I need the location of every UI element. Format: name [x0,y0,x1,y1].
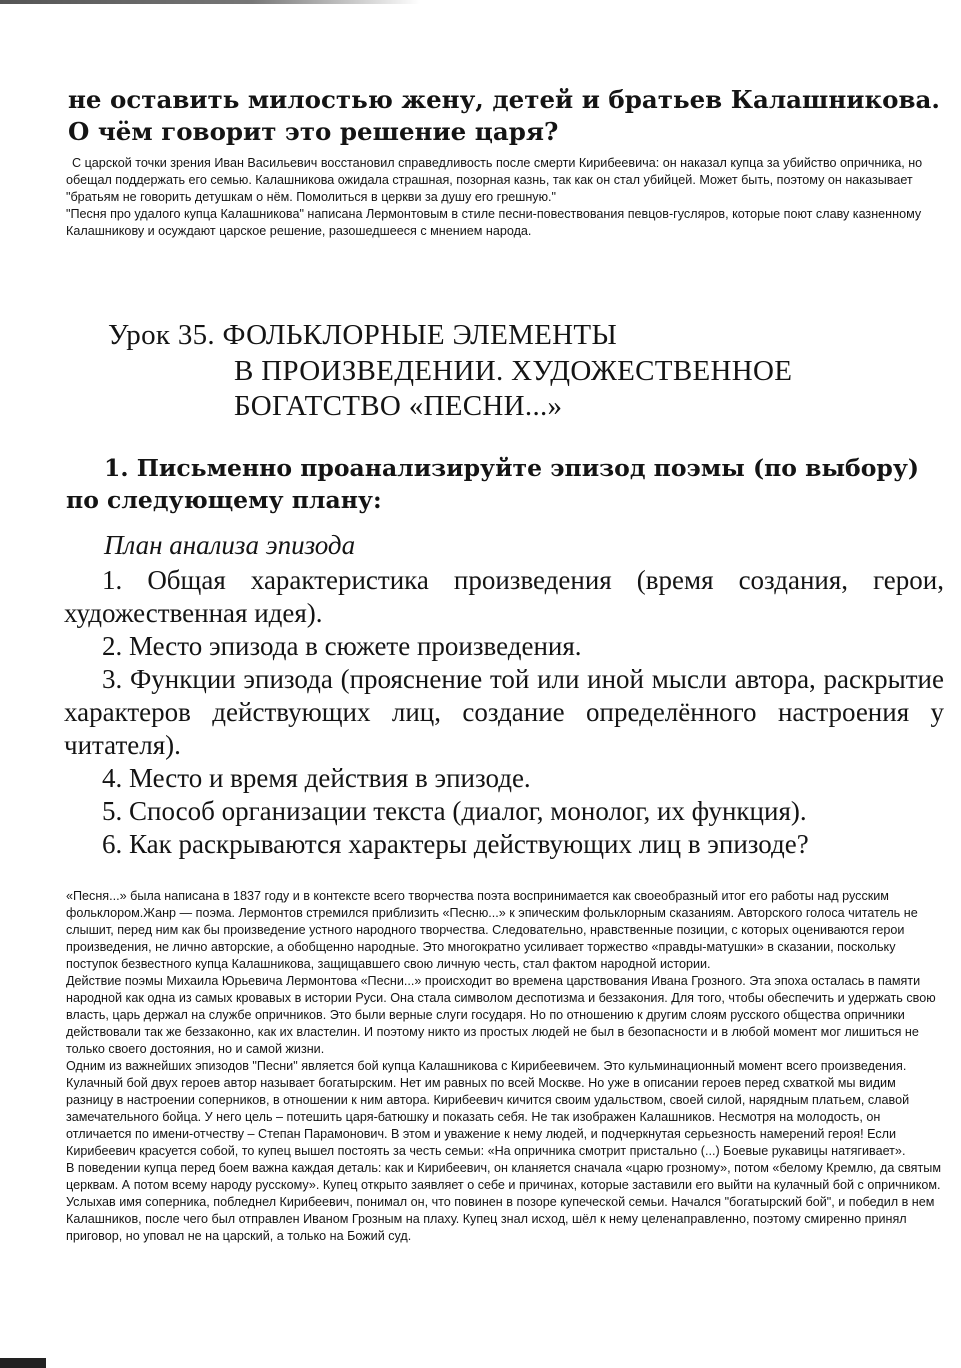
plan-item: 5. Способ организации текста (диалог, монолог, их функция). [102,796,807,826]
lesson-title-line: В ПРОИЗВЕДЕНИИ. ХУДОЖЕСТВЕННОЕ [234,354,793,387]
plan-list [64,564,944,861]
lesson-title-line: Урок 35. ФОЛЬКЛОРНЫЕ ЭЛЕМЕНТЫ [108,319,618,351]
task-statement: 1. Письменно проанализируйте эпизод поэмы (по выбору) по следующему плану: [66,454,919,514]
plan-item: 1. Общая характеристика произведения (время создания, герои, художественная идея). [64,565,944,628]
answer-block-2 [66,888,946,1245]
previous-question: не оставить милостью жену, детей и братьев Калашникова. О чём говорит это решение царя? [68,85,940,146]
answer-2-paragraph: Действие поэмы Михаила Юрьевича Лермонтова «Песни...» происходит во времена царствования Ивана Грозного. Эта эпоха осталась в памяти народной как одна из самых кровавых в истории Руси. Она стала символом деспотизма и беззакония. Для того, чтобы обеспечить и удержать свою власть, царь держал на службе опричников. Это были верные слуги государя. Но по отношению к другим слоям русского общества опричники действовали так же беззаконно, как их властелин. И поэтому никто из простых людей не был в безопасности и в любой момент мог лишиться не только своего достояния, но и самой жизни. [66,974,936,1056]
plan-item: 6. Как раскрываются характеры действующих лиц в эпизоде? [102,829,809,859]
answer-2-paragraph: Одним из важнейших эпизодов "Песни" является бой купца Калашникова с Кирибеевичем. Это кульминационный момент всего произведения. Кулачный бой двух героев автор называет богатырским. Нет им равных по всей Москве. Но уже в описании героев перед схваткой мы видим разницу в настроении соперников, в отношении к ним автора. Кирибеевич кичится своим удальством, своей силой, нарядным платьем, славой замечательного бойца. У него цель – потешить царя-батюшку и показать себя. Не так изображен Калашников. Несмотря на молодость, он отличается по имени-отчеству – Степан Парамонович. В этом и уважение к нему людей, и подчеркнутая серьезность намерений героя! Если Кирибеевич красуется собой, то купец вышел постоять за честь семьи: «На опричника смотрит пристально (...) Боевые рукавицы натягивает». [66,1059,910,1158]
answer-1-paragraph: С царской точки зрения Иван Васильевич восстановил справедливость после смерти Кирибеевича: он наказал купца за убийство опричника, но обещал поддержать его семью. Калашникова ожидала страшная, позорная казнь, так как он стал убийцей. Может быть, поэтому он наказывает "братьям не говорить детушкам о нём. Помолиться в церкви за душу его грешную." [66,156,923,204]
plan-item: 3. Функции эпизода (прояснение той или иной мысли автора, раскрытие характеров действующих лиц, создание определённого настроения у читателя). [64,664,944,760]
lesson-title-line: БОГАТСТВО «ПЕСНИ...» [234,390,563,422]
answer-2-paragraph: В поведении купца перед боем важна каждая деталь: как и Кирибеевич, он кланяется сначала «царю грозному», потом «белому Кремлю, да святым церквам. А потом всему народу русскому». Купец открыто заявляет о себе и причинах, которые заставили его выйти на кулачный бой с опричником. Услыхав имя соперника, побледнел Кирибеевич, понимал он, что повинен в позоре купеческой семьи. Начался "богатырский бой", и победил в нем Калашников, после чего был отправлен Иваном Грозным на плаху. Купец знал исход, шёл к нему целенаправленно, поэтому смиренно принял приговор, но уповал не на царский, а только на Божий суд. [66,1161,941,1243]
scan-edge-mark [0,0,420,4]
answer-1-paragraph: "Песня про удалого купца Калашникова" написана Лермонтовым в стиле песни-повествования певцов-гусляров, которые поют славу казненному Калашникову и осуждают царское решение, разошедшееся с мнением народа. [66,207,922,238]
answer-2-paragraph: «Песня...» была написана в 1837 году и в контексте всего творчества поэта воспринимается как своеобразный итог его работы над русским фольклором.Жанр — поэма. Лермонтов стремился приблизить «Песню...» к эпическим фольклорным сказаниям. Авторского голоса читатель не слышит, перед ним как бы произведение устного народного творчества. Следовательно, нравственные позиции, с которых оцениваются герои произведения, не лично авторские, а обобщенно народные. Это многократно усиливает торжество «правды-матушки» в сказании, поскольку поступок безвестного купца Калашникова, защищавшего свою личную честь, стал фактом народной истории. [66,889,918,971]
scan-corner-mark [0,1358,46,1368]
plan-item: 2. Место эпизода в сюжете произведения. [102,631,582,661]
lesson-title [108,318,908,425]
answer-block-1 [66,155,946,240]
plan-heading: План анализа эпизода [104,530,356,560]
plan-item: 4. Место и время действия в эпизоде. [102,763,531,793]
